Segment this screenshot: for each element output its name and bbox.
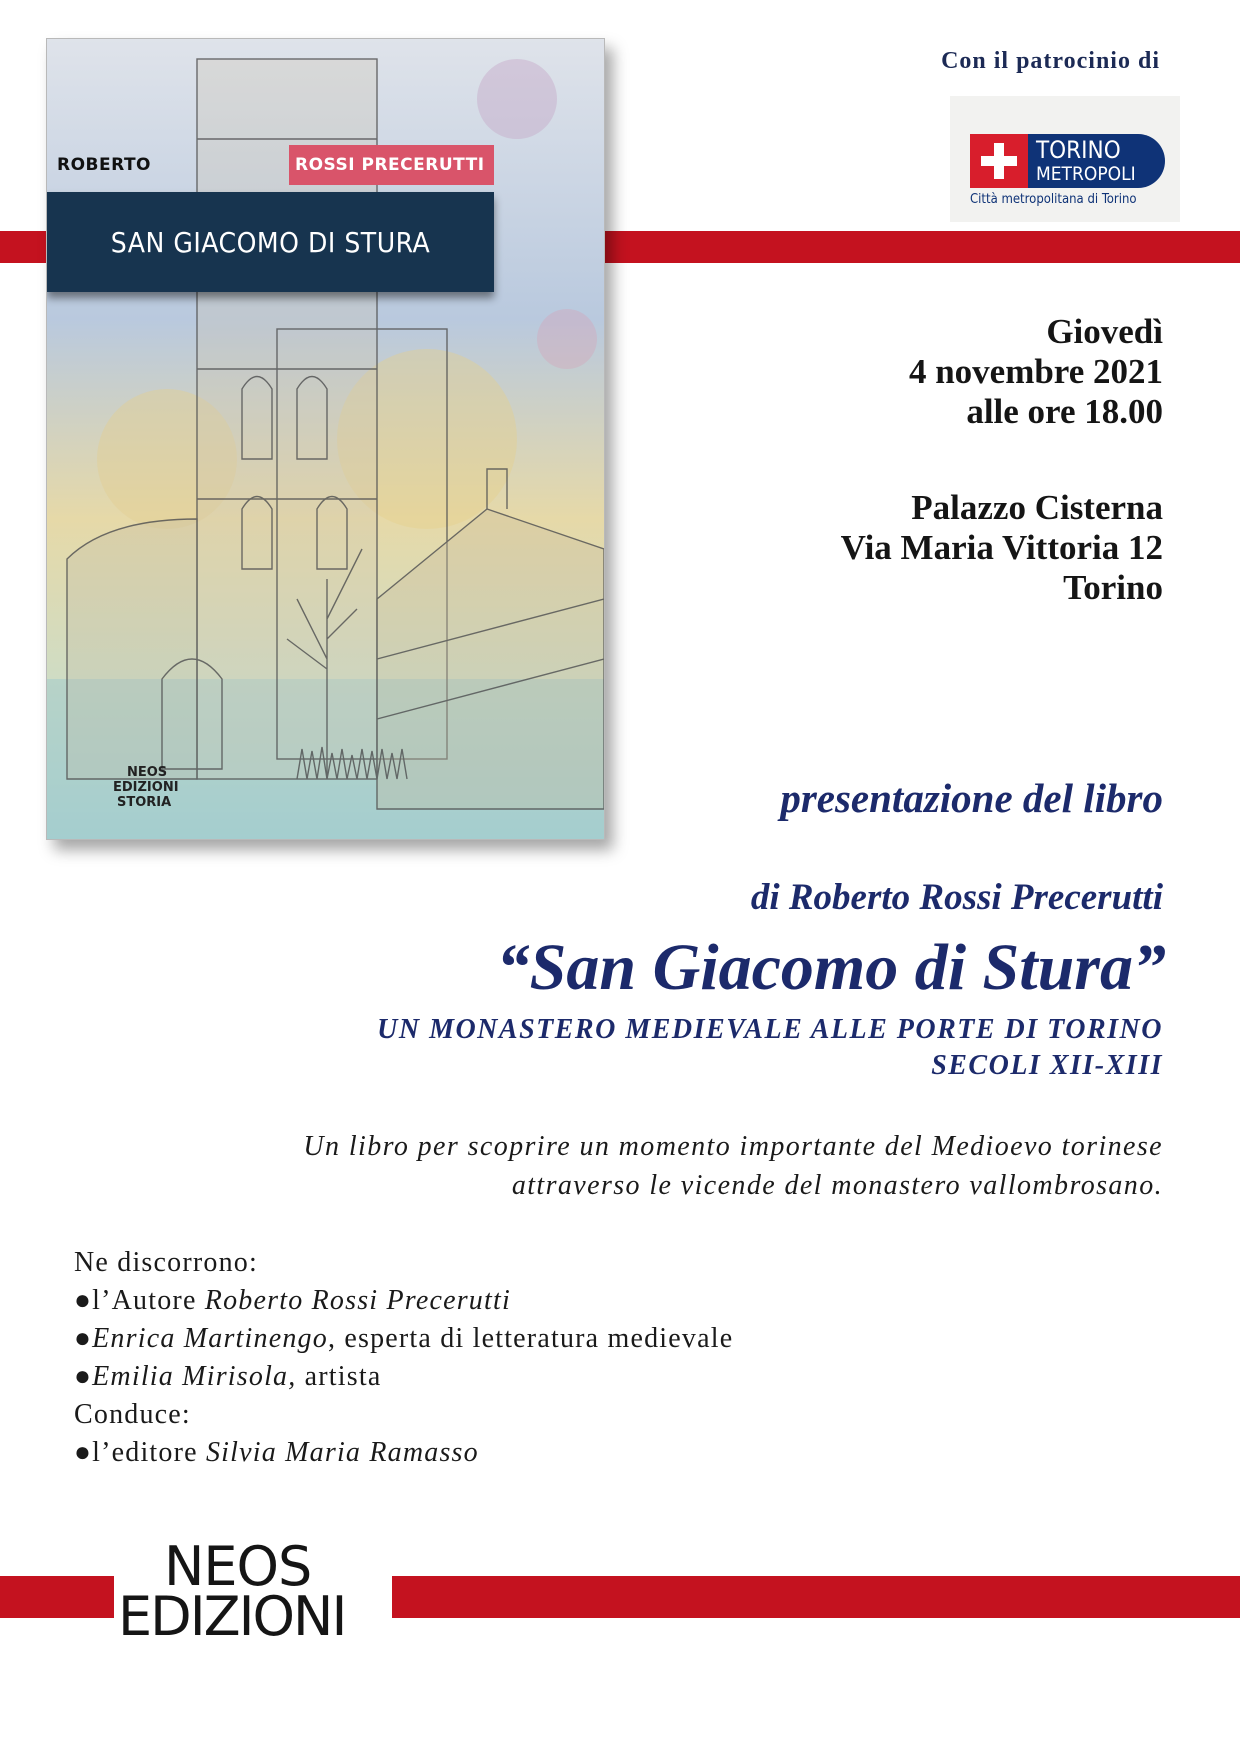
speaker-desc: artista (296, 1361, 382, 1392)
bullet-icon: ● (74, 1285, 93, 1316)
logo-pill (970, 134, 1165, 188)
speaker-item (74, 1282, 733, 1320)
logo-tagline: Città metropolitana di Torino (970, 192, 1137, 207)
patronage-label: Con il patrocinio di (941, 48, 1160, 74)
event-city: Torino (1063, 568, 1163, 607)
moderator-name: Silvia Maria Ramasso (205, 1437, 479, 1468)
bullet-icon: ● (74, 1437, 93, 1468)
event-location (841, 488, 1163, 608)
book-subtitle (377, 1012, 1163, 1084)
speaker-item (74, 1358, 733, 1396)
bottom-red-band-right (392, 1576, 1240, 1618)
logo-line2: METROPOLI (1036, 163, 1136, 185)
speaker-item (74, 1320, 733, 1358)
book-byline: di Roberto Rossi Precerutti (750, 877, 1163, 918)
moderator-heading: Conduce: (74, 1399, 191, 1430)
event-datetime (909, 312, 1163, 432)
cover-title-band: SAN GIACOMO DI STURA (47, 192, 494, 292)
book-subtitle-line1: UN MONASTERO MEDIEVALE ALLE PORTE DI TORINO (377, 1014, 1163, 1045)
cover-publisher-mark (113, 765, 179, 810)
cover-author-first: ROBERTO (57, 155, 151, 175)
speaker-name: Roberto Rossi Precerutti (204, 1285, 511, 1316)
speakers-list (74, 1244, 733, 1472)
logo-wordmark (1036, 138, 1136, 186)
speaker-desc: , esperta di letteratura medievale (327, 1323, 734, 1354)
event-venue: Palazzo Cisterna (911, 488, 1163, 527)
event-address: Via Maria Vittoria 12 (840, 528, 1163, 567)
event-day: Giovedì (1046, 312, 1163, 351)
footer-logo-line1: NEOS (164, 1535, 312, 1598)
speakers-heading: Ne discorrono: (74, 1247, 258, 1278)
cover-author-last: ROSSI PRECERUTTI (289, 145, 494, 185)
bottom-red-band-left (0, 1576, 114, 1618)
cover-publisher-line2: EDIZIONI (113, 780, 179, 795)
logo-line1: TORINO (1036, 136, 1121, 164)
neos-edizioni-logo (114, 1535, 374, 1648)
moderator-role: l’editore (92, 1437, 206, 1468)
cover-series: STORIA (117, 795, 172, 810)
footer-logo-line2: EDIZIONI (118, 1585, 346, 1648)
book-blurb-line2: attraverso le vicende del monastero vallombrosano. (511, 1170, 1163, 1201)
red-cross-flag-icon (970, 134, 1028, 188)
book-title: “San Giacomo di Stura” (496, 931, 1166, 1004)
event-time: alle ore 18.00 (966, 392, 1163, 431)
event-date: 4 novembre 2021 (908, 352, 1163, 391)
speaker-role: l’Autore (92, 1285, 205, 1316)
moderator-item (74, 1434, 733, 1472)
cover-publisher-line1: NEOS (127, 765, 168, 780)
book-cover-image (46, 38, 605, 840)
bullet-icon: ● (74, 1361, 93, 1392)
book-blurb-line1: Un libro per scoprire un momento importante del Medioevo torinese (303, 1131, 1163, 1162)
speaker-name: Enrica Martinengo (92, 1323, 328, 1354)
book-blurb (303, 1127, 1163, 1205)
bullet-icon: ● (74, 1323, 93, 1354)
torino-metropoli-logo (950, 96, 1180, 222)
cover-author-band (47, 145, 494, 185)
speaker-name: Emilia Mirisola, (92, 1361, 297, 1392)
presentation-heading: presentazione del libro (780, 775, 1163, 821)
book-subtitle-line2: SECOLI XII-XIII (931, 1050, 1163, 1081)
